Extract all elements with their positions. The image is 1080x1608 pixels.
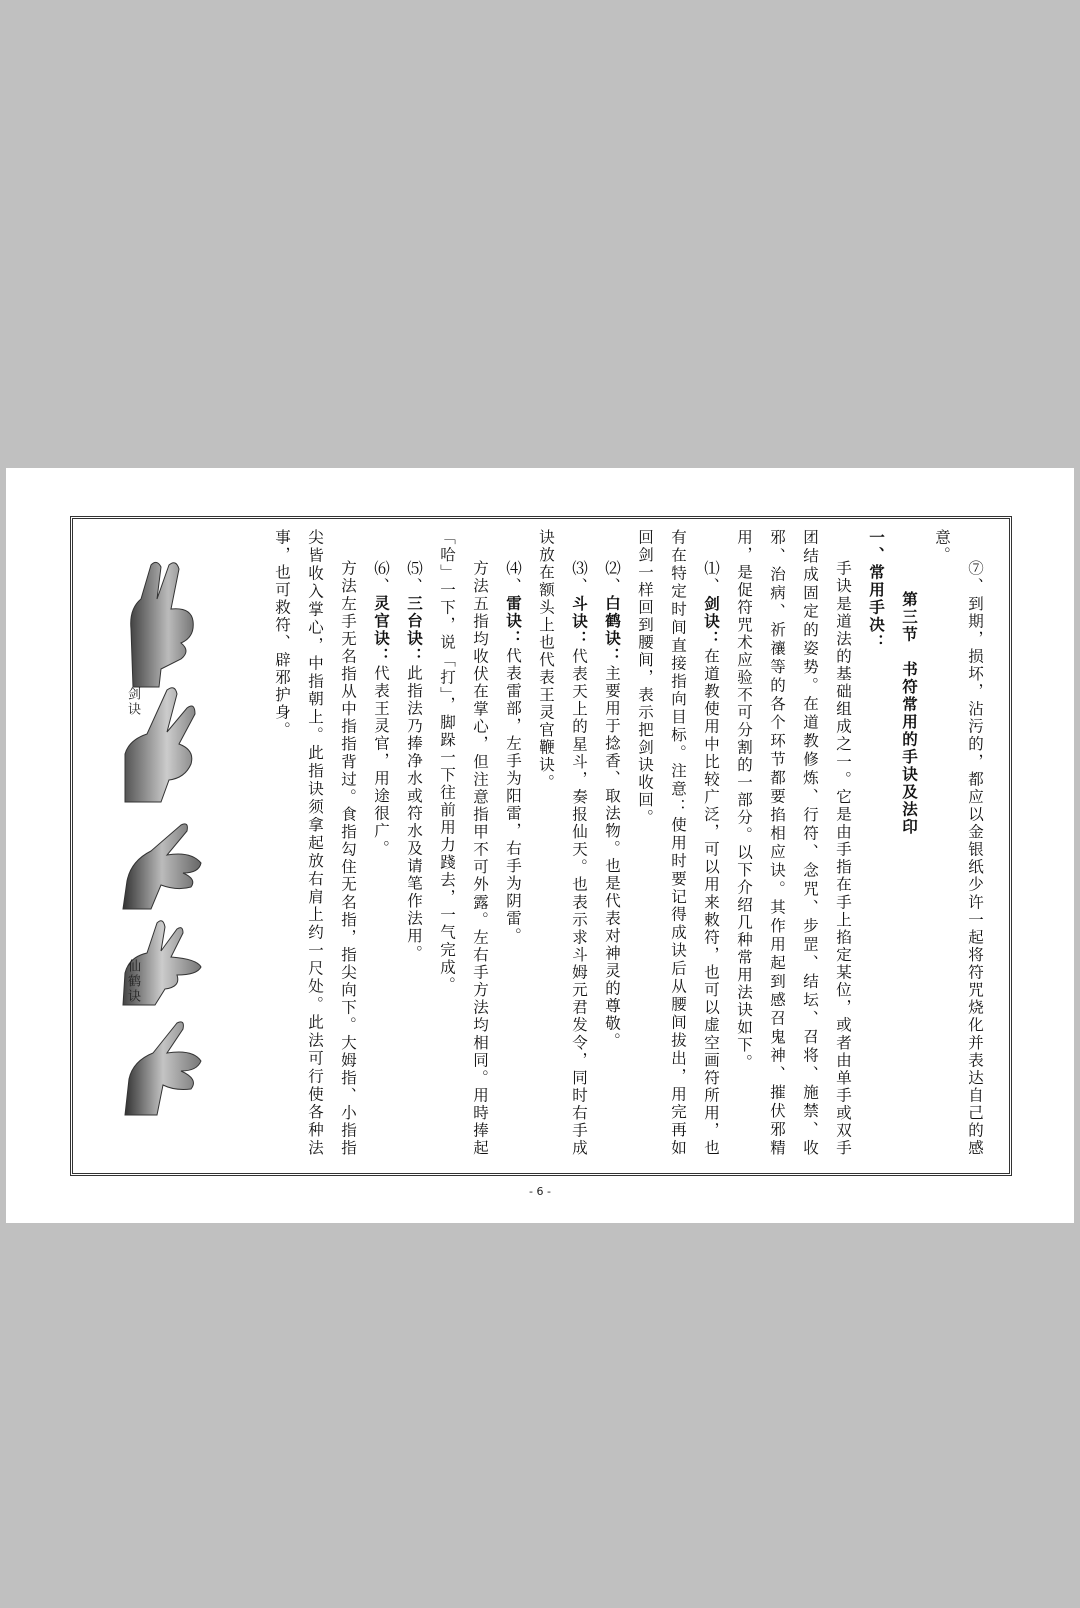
item-text: 代表王灵官，用途很广。: [372, 665, 390, 858]
item-number: ⑴、: [702, 560, 720, 596]
item-text: 方法左手无名指从中指指背过。食指勾住无名指，指尖向下。大姆指、小指指尖皆收入掌心，中指朝上。此指诀须拿起放右肩上约一尺处。此法可行使各种法事，也可救符、辟邪护身。: [273, 529, 357, 1157]
figure-caption-sword: 剑诀: [125, 687, 140, 717]
figure-caption-crane: 仙鹤诀: [125, 959, 140, 1004]
book-page: [6, 468, 1074, 1223]
item-number: ⑶、: [570, 560, 588, 596]
item-number: ⑸、: [405, 560, 423, 595]
item-paragraph: [364, 529, 397, 1157]
item-text: 此指法乃捧净水或符水及请笔作法用。: [405, 665, 423, 963]
sword-gesture-image-1: [121, 559, 213, 689]
item-text: 代表雷部，左手为阳雷，右手为阴雷。: [504, 647, 522, 945]
intro-paragraph: 手诀是道法的基础组成之一。它是由手指在手上掐定某位，或者由单手或双手团结成固定的姿势。在道教修炼、行符、念咒、步罡、结坛、召将、施禁、收邪、治病、祈禳等的各个环节都要掐相应诀。其作用起到感召鬼神、摧伏邪精用，是促符咒术应验不可分割的一部分。以下介绍几种常用法诀如下。: [735, 529, 852, 1157]
subsection-title: 一、常用手决：: [867, 529, 885, 652]
item-paragraph: [430, 529, 496, 1157]
item-name: 三台诀：: [405, 595, 423, 665]
page-number: - 6 -: [529, 1185, 551, 1198]
item-number: ⑵、: [603, 560, 621, 595]
item-text: 主要用于捻香、取法物。也是代表对神灵的尊敬。: [603, 665, 621, 1050]
page-frame: [70, 516, 1012, 1176]
item-number: ⑷、: [504, 560, 522, 595]
hand-gesture-figures: [111, 559, 241, 1149]
item-name: 雷诀：: [504, 595, 522, 648]
crane-gesture-image-3: [121, 1017, 213, 1117]
item-name: 斗诀：: [570, 595, 588, 648]
item-text: 在道教使用中比较广泛，可以用来敕符，也可以虚空画符所用，也有在特定时间直接指向目标。注意：使用时要记得成诀后从腰间拔出，用完再如回剑一样回到腰间，表示把剑诀收回。: [636, 529, 720, 1158]
item-paragraph: [595, 529, 628, 1157]
item-paragraph: [265, 529, 364, 1157]
crane-gesture-image-1: [121, 821, 213, 911]
item-paragraph: [628, 529, 727, 1157]
item-name: 剑诀：: [702, 595, 720, 648]
item-text: 代表天上的星斗，奏报仙天。也表示求斗姆元君发令，同时右手成诀放在额头上也代表王灵官鞭诀。: [537, 529, 588, 1158]
item-paragraph: [496, 529, 529, 1157]
item-paragraph: [397, 529, 430, 1157]
item-name: 白鹤诀：: [603, 595, 621, 665]
item-text: 方法五指均收伏在掌心，但注意指甲不可外露。左右手方法均相同。用時捧起「哈」一下，说「打」，脚跺一下往前用力踐去，一气完成。: [438, 529, 489, 1157]
item-number: ⑹、: [372, 560, 390, 595]
body-text: [211, 529, 991, 1157]
continuation-paragraph: ⑦、到期，损坏，沾污的，都应以金银纸少许一起将符咒烧化并表达自己的感意。: [933, 529, 984, 1157]
section-title: 第三节 书符常用的手诀及法印: [900, 591, 918, 836]
item-name: 灵官诀：: [372, 595, 390, 665]
item-paragraph: [529, 529, 595, 1157]
